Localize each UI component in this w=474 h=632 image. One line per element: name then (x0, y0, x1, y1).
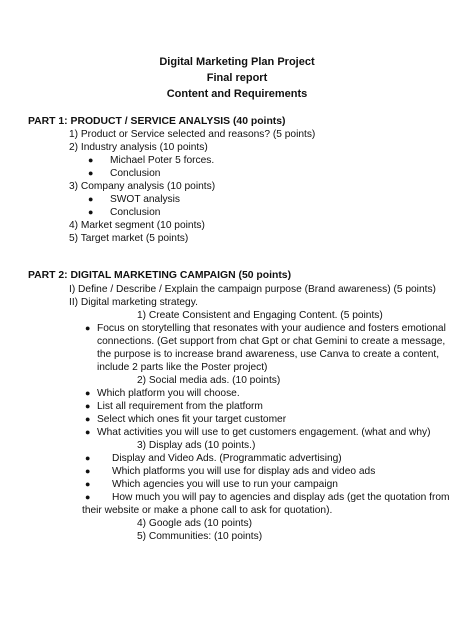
strategy-item-2: 2) Social media ads. (10 points) (137, 375, 281, 386)
document-subheading: Content and Requirements (166, 88, 308, 100)
bullet-icon: ● (88, 207, 94, 217)
part1-heading: PART 1: PRODUCT / SERVICE ANALYSIS (40 points) (28, 116, 286, 127)
strategy-item-1-bullet-line-4: include 2 parts like the Poster project) (97, 362, 268, 373)
bullet-icon: ● (85, 466, 91, 476)
strategy-item-3-bullet-4-line-2: their website or make a phone call to ask for quotation). (82, 505, 333, 516)
bullet-icon: ● (88, 155, 94, 165)
bullet-icon: ● (85, 401, 91, 411)
strategy-item-3-bullet-4-line-1: How much you will pay to agencies and display ads (get the quotation from (112, 492, 450, 503)
bullet-icon: ● (88, 168, 94, 178)
part1-item-5: 5) Target market (5 points) (69, 233, 189, 244)
bullet-icon: ● (85, 388, 91, 398)
part1-item-2: 2) Industry analysis (10 points) (69, 142, 208, 153)
part1-item-3: 3) Company analysis (10 points) (69, 181, 216, 192)
strategy-item-2-bullet-1: Which platform you will choose. (97, 388, 240, 399)
strategy-item-3-bullet-3: Which agencies you will use to run your campaign (112, 479, 338, 490)
bullet-icon: ● (85, 492, 91, 502)
document-title: Digital Marketing Plan Project (159, 56, 315, 68)
bullet-icon: ● (85, 323, 91, 333)
strategy-item-1-bullet-line-3: the purpose is to increase brand awareness, use Canva to create a content, (97, 349, 440, 360)
part2-roman-2: II) Digital marketing strategy. (69, 297, 198, 308)
bullet-icon: ● (85, 427, 91, 437)
strategy-item-2-bullet-2: List all requirement from the platform (97, 401, 263, 412)
strategy-item-4: 4) Google ads (10 points) (137, 518, 252, 529)
strategy-item-1: 1) Create Consistent and Engaging Content. (5 points) (137, 310, 383, 321)
bullet-icon: ● (85, 479, 91, 489)
part1-item-2-bullet-2: Conclusion (110, 168, 161, 179)
part1-item-2-bullet-1: Michael Poter 5 forces. (110, 155, 215, 166)
part1-item-3-bullet-1: SWOT analysis (110, 194, 181, 205)
part1-item-1: 1) Product or Service selected and reasons? (5 points) (69, 129, 316, 140)
bullet-icon: ● (85, 414, 91, 424)
bullet-icon: ● (88, 194, 94, 204)
part2-heading: PART 2: DIGITAL MARKETING CAMPAIGN (50 points) (28, 270, 292, 281)
strategy-item-1-bullet-line-2: connections. (Get support from chat Gpt or chat Gemini to create a message, (97, 336, 446, 347)
part2-roman-1: I) Define / Describe / Explain the campaign purpose (Brand awareness) (5 points) (69, 284, 436, 295)
strategy-item-3: 3) Display ads (10 points.) (137, 440, 256, 451)
bullet-icon: ● (85, 453, 91, 463)
strategy-item-5: 5) Communities: (10 points) (137, 531, 263, 542)
strategy-item-3-bullet-1: Display and Video Ads. (Programmatic advertising) (112, 453, 342, 464)
strategy-item-2-bullet-4: What activities you will use to get customers engagement. (what and why) (97, 427, 431, 438)
strategy-item-3-bullet-2: Which platforms you will use for display ads and video ads (112, 466, 376, 477)
part1-item-4: 4) Market segment (10 points) (69, 220, 205, 231)
document-subtitle: Final report (206, 72, 268, 84)
strategy-item-2-bullet-3: Select which ones fit your target customer (97, 414, 287, 425)
part1-item-3-bullet-2: Conclusion (110, 207, 161, 218)
strategy-item-1-bullet-line-1: Focus on storytelling that resonates with your audience and fosters emotional (97, 323, 446, 334)
